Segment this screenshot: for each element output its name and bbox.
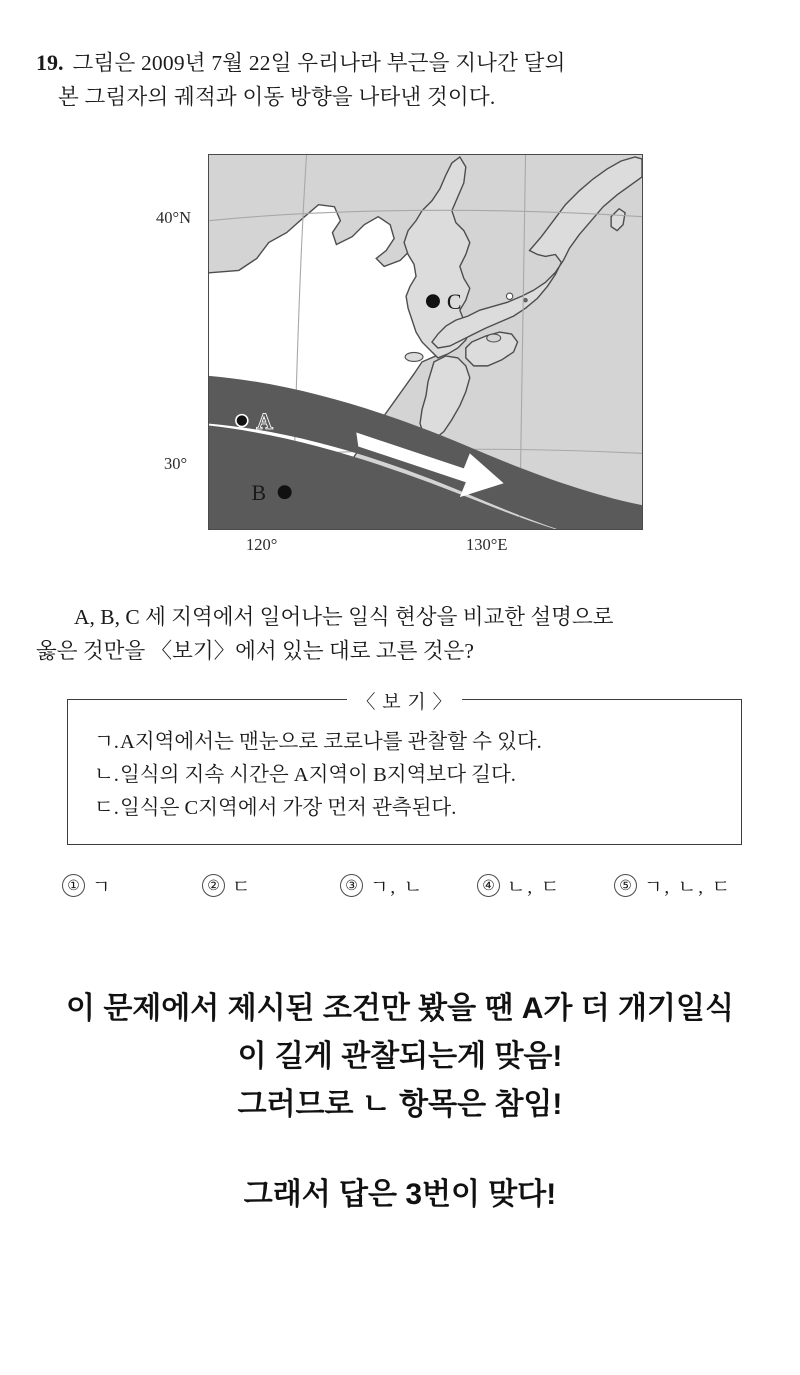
commentary-spacer — [0, 1129, 800, 1171]
point-marker-a — [236, 415, 248, 427]
point-label-a: A — [256, 408, 273, 434]
point-marker-b — [278, 485, 292, 499]
answer-choice-4[interactable] — [477, 872, 561, 899]
stem-text-1: 그림은 2009년 7월 22일 우리나라 부근을 지나간 달의 — [72, 51, 566, 75]
answer-choice-3[interactable] — [340, 872, 424, 899]
bogi-mark-2: ㄴ. — [94, 764, 119, 786]
choice-number-1: ① — [62, 874, 85, 897]
axis-label-lon-130: 130°E — [466, 535, 508, 554]
point-label-b: B — [251, 480, 267, 506]
choice-text-1: ㄱ — [92, 877, 113, 898]
ulleung-island — [506, 293, 512, 299]
bogi-mark-3: ㄷ. — [94, 797, 119, 819]
point-label-c: C — [446, 289, 462, 315]
axis-label-lat-40: 40°N — [156, 208, 192, 227]
bogi-text-3: 일식은 C지역에서 가장 먼저 관측된다. — [120, 797, 457, 819]
bogi-mark-1: ㄱ. — [94, 731, 119, 753]
eclipse-map-figure — [156, 154, 645, 554]
sub-question-line-2: 옳은 것만을 〈보기〉에서 있는 대로 고른 것은? — [36, 639, 474, 663]
commentary-line-2: 이 길게 관찰되는게 맞음! — [237, 1040, 563, 1073]
bogi-text-1: A지역에서는 맨눈으로 코로나를 관찰할 수 있다. — [120, 731, 542, 753]
answer-choice-1[interactable] — [62, 872, 112, 899]
stem-line-2: 본 그림자의 궤적과 이동 방향을 나타낸 것이다. — [58, 85, 496, 109]
bogi-item-list — [68, 700, 741, 825]
map-frame — [208, 154, 643, 530]
choice-number-4: ④ — [477, 874, 500, 897]
answer-choice-2[interactable] — [202, 872, 252, 899]
axis-label-lat-30: 30° — [164, 454, 188, 473]
choice-number-2: ② — [202, 874, 225, 897]
answer-choices — [62, 872, 762, 906]
commentary-line-3: 그러므로 ㄴ 항목은 참임! — [237, 1088, 563, 1121]
choice-text-3: ㄱ, ㄴ — [370, 877, 425, 898]
stem-line-1 — [36, 46, 770, 80]
choice-text-2: ㄷ — [232, 877, 253, 898]
question-stem — [36, 46, 770, 114]
choice-text-4: ㄴ, ㄷ — [507, 877, 562, 898]
question-number: 19. — [36, 50, 64, 75]
sub-question — [36, 600, 770, 668]
commentary-block — [0, 985, 800, 1219]
bogi-text-2: 일식의 지속 시간은 A지역이 B지역보다 길다. — [120, 764, 516, 786]
jeju-island — [405, 352, 423, 361]
bogi-item-1 — [94, 726, 741, 759]
sub-question-line-1: A, B, C 세 지역에서 일어나는 일식 현상을 비교한 설명으로 — [74, 605, 614, 629]
choice-number-5: ⑤ — [614, 874, 637, 897]
bogi-box — [67, 692, 742, 845]
point-marker-c — [426, 294, 440, 308]
commentary-line-1: 이 문제에서 제시된 조건만 봤을 땐 A가 더 개기일식 — [66, 992, 734, 1025]
commentary-line-4: 그래서 답은 3번이 맞다! — [243, 1178, 557, 1211]
answer-choice-5[interactable] — [614, 872, 732, 899]
choice-text-5: ㄱ, ㄴ, ㄷ — [644, 877, 733, 898]
choice-number-3: ③ — [340, 874, 363, 897]
map-graphic — [209, 155, 642, 529]
dokdo-islet — [524, 298, 528, 302]
bogi-item-2 — [94, 759, 741, 792]
bogi-item-3 — [94, 792, 741, 825]
seto-inland-sea — [487, 334, 501, 342]
axis-label-lon-120: 120° — [246, 535, 278, 554]
bogi-title: 〈 보 기 〉 — [347, 687, 463, 714]
